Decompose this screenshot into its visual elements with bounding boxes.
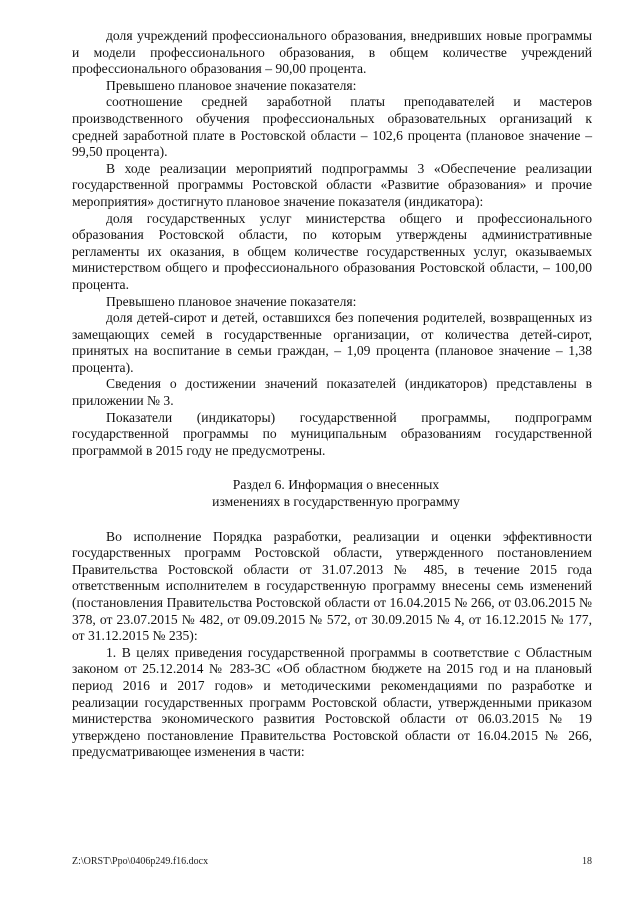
file-path: Z:\ORST\Ppo\0406p249.f16.docx	[72, 856, 209, 867]
page-footer	[72, 856, 592, 867]
paragraph: В ходе реализации мероприятий подпрограммы 3 «Обеспечение реализации государственной программы Ростовской области «Развитие образования» и прочие мероприятия» достигнуто плановое значение показателя (индикатора):	[72, 160, 592, 209]
paragraph: Превышено плановое значение показателя:	[106, 293, 357, 309]
section-title-line-1: Раздел 6. Информация о внесенных	[232, 477, 440, 493]
paragraph: соотношение средней заработной платы преподавателей и мастеров производственного обучения профессиональных образовательных организаций к средней заработной плате в Ростовской области – 102,6 процента (плановое значение – 99,50 процента).	[72, 94, 592, 160]
paragraph: доля государственных услуг министерства общего и профессионального образования Ростовской области, по которым утверждены административные регламенты их оказания, в общем количестве государственных услуг, оказываемых министерством общего и профессионального образования Ростовской области, – 100,00 процента.	[72, 210, 592, 292]
page-number: 18	[582, 856, 592, 867]
paragraph: Превышено плановое значение показателя:	[106, 77, 357, 93]
paragraph: Сведения о достижении значений показателей (индикаторов) представлены в приложении № 3.	[72, 376, 592, 409]
paragraph: Показатели (индикаторы) государственной программы, подпрограмм государственной программы по муниципальным образованиям государственной программой в 2015 году не предусмотрены.	[72, 409, 592, 458]
paragraph: доля учреждений профессионального образования, внедривших новые программы и модели профессионального образования, в общем количестве учреждений профессионального образования – 90,00 процента.	[72, 28, 592, 77]
section-title-line-2: изменениях в государственную программу	[212, 494, 460, 510]
paragraph: доля детей-сирот и детей, оставшихся без попечения родителей, возвращенных из замещающих семей в государственные организации, от количества детей-сирот, принятых на воспитание в семьи граждан, – 1,09 процента (плановое значение – 1,38 процента).	[72, 310, 592, 375]
paragraph: 1. В целях приведения государственной программы в соответствие с Областным законом от 25.12.2014 № 283-ЗС «Об областном бюджете на 2015 год и на плановый период 2016 и 2017 годов» и методическими рекомендациями по разработке и реализации государственных программ Ростовской области, утвержденными приказом министерства экономического развития Ростовской области от 06.03.2015 № 19 утверждено постановление Правительства Ростовской области от 16.04.2015 № 266, предусматривающее изменения в части:	[72, 644, 592, 760]
paragraph: Во исполнение Порядка разработки, реализации и оценки эффективности государственных программ Ростовской области, утвержденного постановлением Правительства Ростовской области от 31.07.2013 № 485, в течение 2015 года ответственным исполнителем в государственную программу внесены семь изменений (постановления Правительства Ростовской области от 16.04.2015 № 266, от 03.06.2015 № 378, от 23.07.2015 № 482, от 09.09.2015 № 572, от 30.09.2015 № 4, от 16.12.2015 № 177, от 31.12.2015 № 235):	[72, 528, 592, 644]
